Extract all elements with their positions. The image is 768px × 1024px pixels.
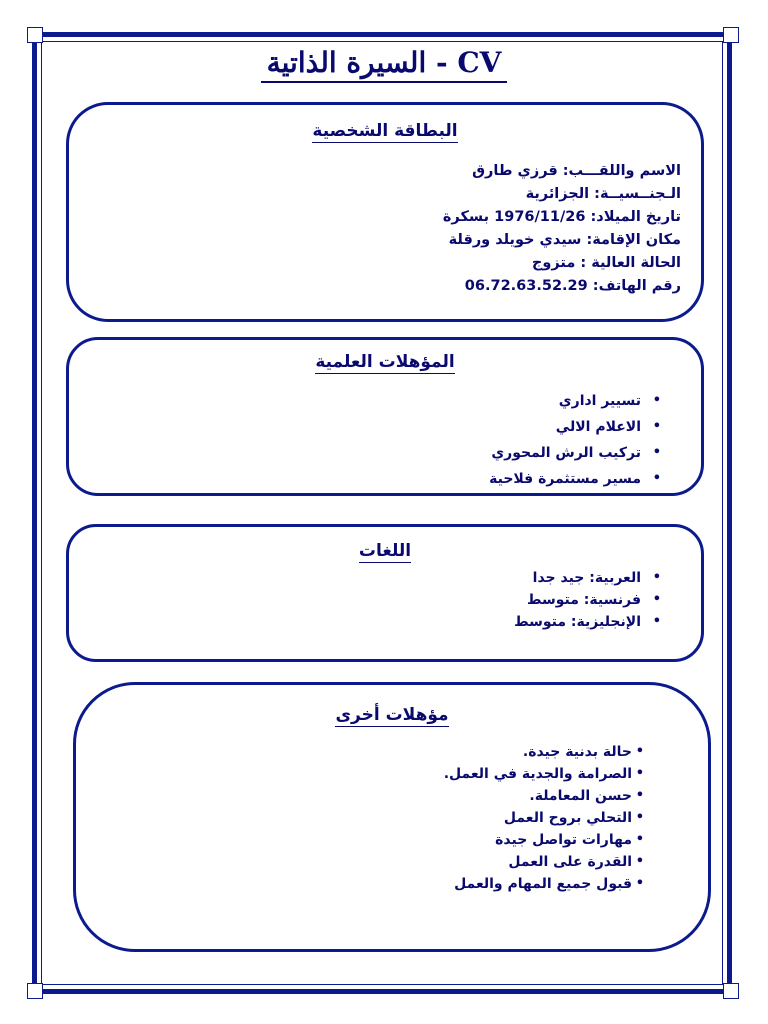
qualifications-list — [489, 388, 663, 492]
list-item: • قبول جميع المهام والعمل — [444, 873, 642, 895]
list-item: • العربية: جيد جدا — [514, 567, 663, 589]
detail-residence: مكان الإقامة: سيدي خويلد ورقلة — [448, 232, 681, 248]
personal-card-heading — [69, 121, 701, 141]
corner-ornament — [723, 27, 739, 43]
personal-details — [443, 160, 681, 298]
detail-marital-status: الحالة العالية : متزوج — [531, 255, 681, 271]
list-item: • تركيب الرش المحوري — [489, 440, 663, 466]
list-item: • الإنجليزية: متوسط — [514, 611, 663, 633]
list-item: • التحلي بروح العمل — [444, 807, 642, 829]
qualifications-section — [66, 337, 704, 496]
languages-list — [514, 567, 663, 633]
list-item: • القدرة على العمل — [444, 851, 642, 873]
detail-phone: رقم الهاتف: 06.72.63.52.29 — [464, 278, 681, 294]
personal-card-section — [66, 102, 704, 322]
list-item: • حالة بدنية جيدة. — [444, 741, 642, 763]
corner-ornament — [723, 983, 739, 999]
document-title — [0, 46, 768, 79]
list-item: • فرنسية: متوسط — [514, 589, 663, 611]
other-qualifications-section — [73, 682, 711, 952]
list-item: • مهارات تواصل جيدة — [444, 829, 642, 851]
document-title-text: السيرة الذاتية - CV — [261, 46, 508, 83]
corner-ornament — [27, 27, 43, 43]
qualifications-heading — [69, 352, 701, 372]
qualifications-heading-text: المؤهلات العلمية — [315, 352, 455, 372]
list-item: • الصرامة والجدية في العمل. — [444, 763, 642, 785]
detail-nationality: الـجنــسيــة: الجزائرية — [525, 186, 681, 202]
detail-name: الاسم واللقـــب: قرزي طارق — [472, 163, 681, 179]
corner-ornament — [27, 983, 43, 999]
other-qualifications-heading — [76, 705, 708, 725]
list-item: • حسن المعاملة. — [444, 785, 642, 807]
list-item: • مسير مستثمرة فلاحية — [489, 466, 663, 492]
other-qualifications-heading-text: مؤهلات أخرى — [335, 705, 449, 725]
detail-birth: تاريخ الميلاد: 1976/11/26 بسكرة — [442, 209, 681, 225]
list-item: • الاعلام الالي — [489, 414, 663, 440]
list-item: • تسيير اداري — [489, 388, 663, 414]
languages-heading — [69, 541, 701, 561]
personal-card-heading-text: البطاقة الشخصية — [312, 121, 458, 141]
languages-section — [66, 524, 704, 662]
languages-heading-text: اللغات — [358, 541, 412, 561]
other-qualifications-list — [444, 741, 642, 895]
